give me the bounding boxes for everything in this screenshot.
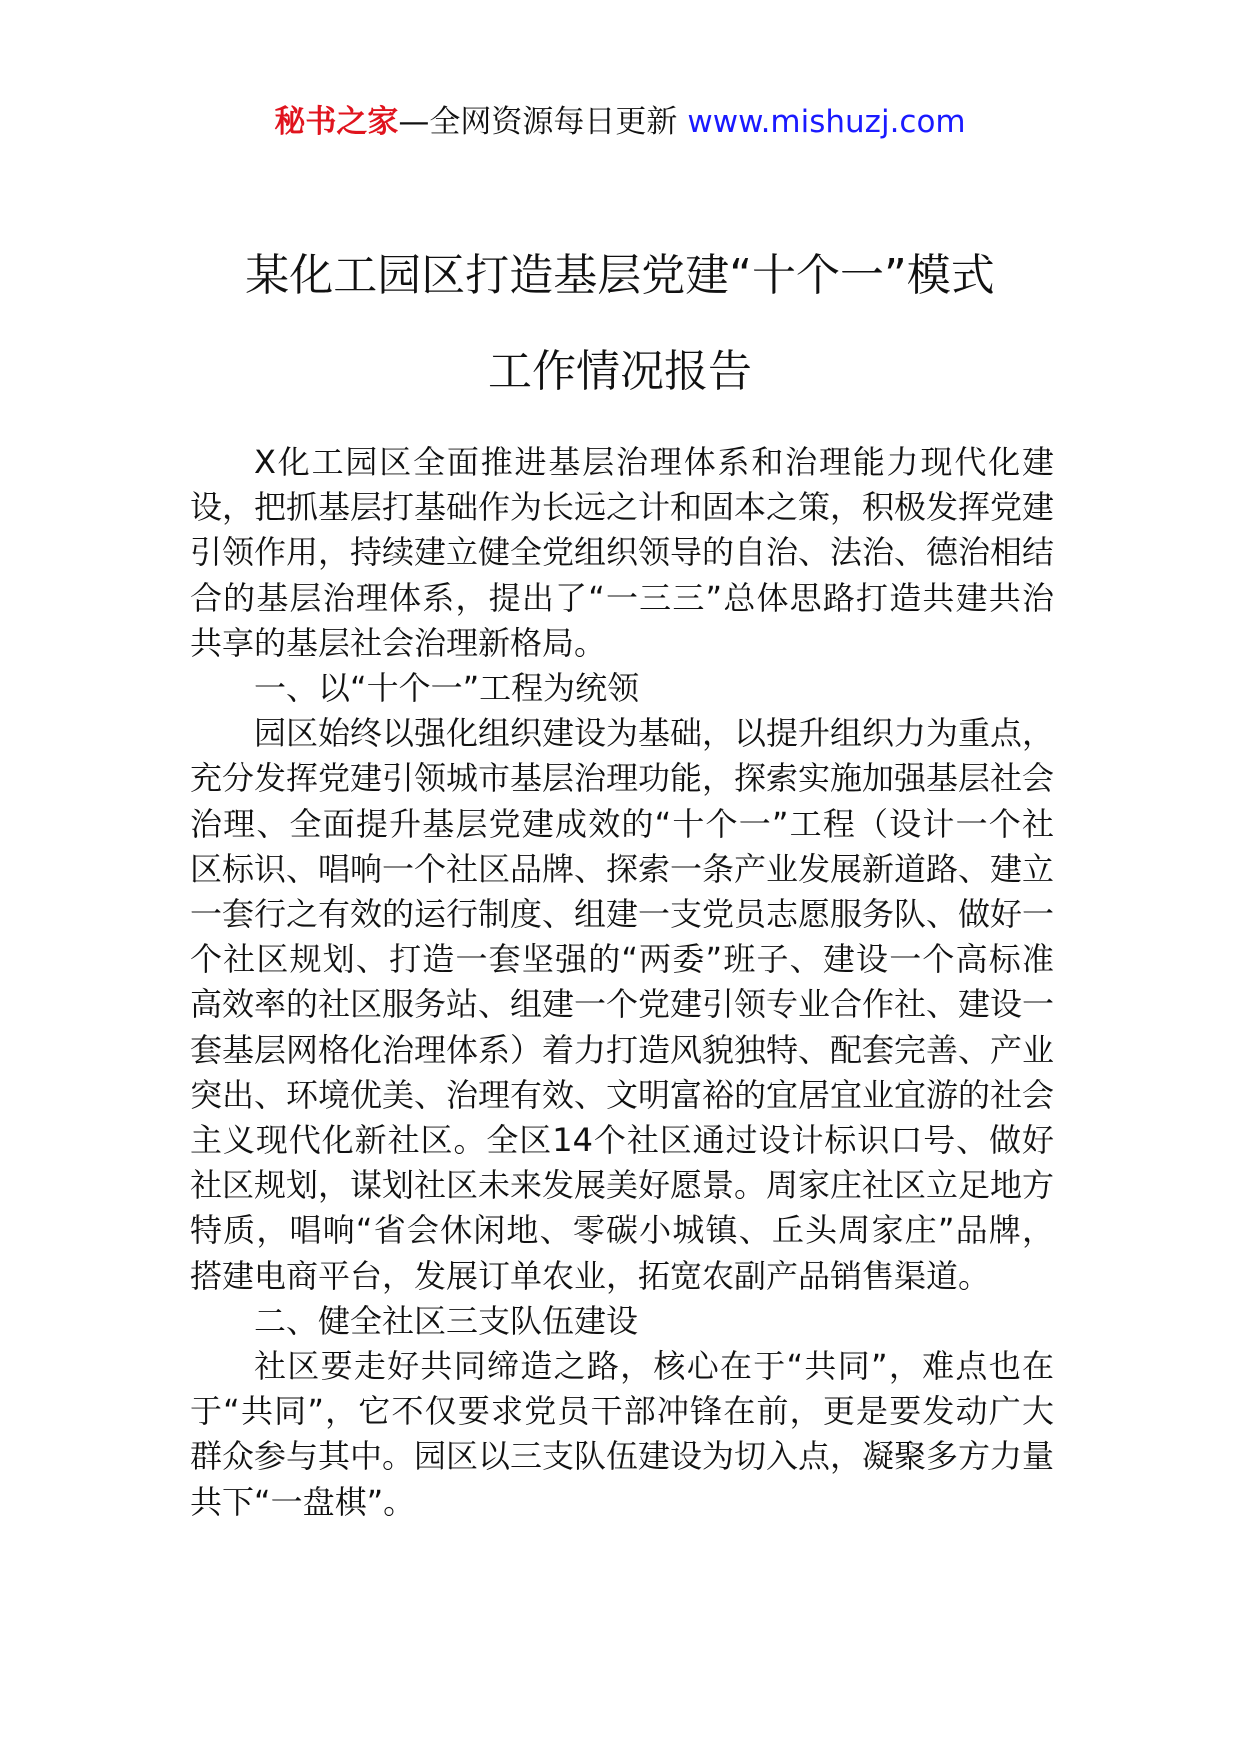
section-heading-1: 一、以“十个一”工程为统领 [254,669,640,708]
section-2-paragraph: 社区要走好共同缔造之路，核心在于“共同”，难点也在于“共同”，它不仅要求党员干部冲锋在前，更是要发动广大群众参与其中。园区以三支队伍建设为切入点，凝聚多方力量共下“一盘棋”。 [190,1347,1055,1521]
site-header [0,100,1240,144]
section-heading-2: 二、健全社区三支队伍建设 [254,1301,639,1340]
document-title-line-1: 某化工园区打造基层党建“十个一”模式 [245,250,995,301]
section-1-paragraph: 园区始终以强化组织建设为基础，以提升组织力为重点，充分发挥党建引领城市基层治理功能，探索实施加强基层社会治理、全面提升基层党建成效的“十个一”工程（设计一个社区标识、唱响一个社区品牌、探索一条产业发展新道路、建立一套行之有效的运行制度、组建一支党员志愿服务队、做好一个社区规划、打造一套坚强的“两委”班子、建设一个高标准高效率的社区服务站、组建一个党建引领专业合作社、建设一套基层网格化治理体系）着力打造风貌独特、配套完善、产业突出、环境优美、治理有效、文明富裕的宜居宜业宜游的社会主义现代化新社区。全区14个社区通过设计标识口号、做好社区规划，谋划社区未来发展美好愿景。周家庄社区立足地方特质，唱响“省会休闲地、零碳小城镇、丘头周家庄”品牌，搭建电商平台，发展订单农业，拓宽农副产品销售渠道。 [190,714,1055,1295]
document-body [190,440,1054,1525]
document-title-line-2: 工作情况报告 [488,346,752,397]
intro-paragraph: X化工园区全面推进基层治理体系和治理能力现代化建设，把抓基层打基础作为长远之计和固本之策，积极发挥党建引领作用，持续建立健全党组织领导的自治、法治、德治相结合的基层治理体系，提出了“一三三”总体思路打造共建共治共享的基层社会治理新格局。 [190,443,1055,662]
site-slogan: —全网资源每日更新 [398,104,678,140]
site-brand: 秘书之家 [274,104,399,140]
site-url-link[interactable]: www.mishuzj.com [687,104,966,140]
document-title [0,228,1240,420]
